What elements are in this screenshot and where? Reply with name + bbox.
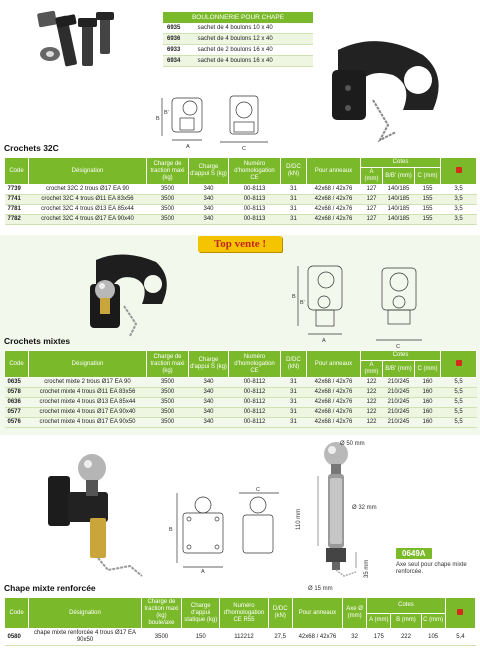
crochets-32c-table	[4, 157, 476, 225]
col-header-appui: Charge d'appui statique (kg)	[182, 598, 220, 629]
col-header-a: A (mm)	[361, 361, 383, 378]
axle-badge-note: Axe seul pour chape mixte renforcée.	[396, 562, 467, 575]
col-header-traction: Charge de traction maxi (kg)	[147, 351, 189, 378]
table-row: 0636 crochet mixte 4 trous Ø13 EA 85x44 3500 340 00-8112 31 42x68 / 42x76 122 210/245 160 5,5	[5, 398, 477, 408]
table-row: 7781 crochet 32C 4 trous Ø13 EA 85x44 3500 340 00-8113 31 42x68 / 42x76 127 140/185 155 3,5	[5, 205, 477, 215]
table-row: 7782 crochet 32C 4 trous Ø17 EA 90x40 3500 340 00-8113 31 42x68 / 42x76 127 140/185 155 3,5	[5, 215, 477, 225]
table-row: 6935 sachet de 4 boulons 10 x 40	[163, 23, 313, 34]
col-header-cotes: Cotes	[361, 158, 441, 168]
col-header-homologation: Numéro d'homologation CE R55	[220, 598, 268, 629]
table-row: 7741 crochet 32C 4 trous Ø11 EA 83x56 3500 340 00-8113 31 42x68 / 42x76 127 140/185 155 3,5	[5, 195, 477, 205]
col-header-a: A (mm)	[361, 168, 383, 185]
col-header-cotes: Cotes	[361, 351, 441, 361]
col-header-code: Code	[5, 158, 29, 185]
table-row: 0580 chape mixte renforcée 4 trous Ø17 EA 90x50 3500 150 112212 27,5 42x68 / 42x76 32 175 222 105 5,4	[5, 629, 476, 646]
weight-icon	[456, 167, 462, 173]
col-header-b: B/B' (mm)	[383, 168, 415, 185]
table-row: 0577 crochet mixte 4 trous Ø17 EA 90x40 3500 340 00-8112 31 42x68 / 42x76 122 210/245 160 5,5	[5, 408, 477, 418]
dim-label-b2: B'	[164, 110, 169, 116]
col-header-weight	[441, 158, 477, 185]
col-header-a: A (mm)	[367, 613, 391, 629]
crochet-32c-diagram	[150, 88, 320, 153]
table-row: 6934 sachet de 4 boulons 16 x 40	[163, 56, 313, 67]
section-title-crochets-mixtes: Crochets mixtes	[4, 336, 71, 346]
dim-d50: Ø 50 mm	[340, 441, 365, 447]
col-header-c: C (mm)	[421, 613, 445, 629]
dim-label-a: A	[201, 569, 205, 573]
col-header-appui: Charge d'appui S (kg)	[189, 158, 229, 185]
bolts-photo	[30, 10, 125, 72]
col-header-c: C (mm)	[415, 168, 441, 185]
dim-label-c: C	[396, 344, 400, 350]
col-header-code: Code	[5, 598, 29, 629]
weight-icon	[456, 360, 462, 366]
dim-label-c: C	[242, 146, 246, 152]
col-header-cotes: Cotes	[367, 598, 446, 614]
axle-diagram	[300, 440, 390, 590]
col-header-designation: Désignation	[29, 598, 142, 629]
table-row: 0578 crochet mixte 4 trous Ø11 EA 83x56 3500 340 00-8112 31 42x68 / 42x76 122 210/245 160 5,5	[5, 388, 477, 398]
chape-mixte-photo	[38, 448, 148, 584]
crochet-mixte-diagram	[288, 258, 448, 350]
dim-label-c: C	[256, 487, 260, 493]
col-header-b: B/B' (mm)	[383, 361, 415, 378]
crochets-mixtes-table	[4, 350, 476, 428]
dim-label-b: B	[292, 294, 296, 300]
dim-d15: Ø 15 mm	[308, 586, 333, 592]
col-header-designation: Désignation	[29, 158, 147, 185]
dim-l35: 35 mm	[364, 559, 370, 578]
col-header-traction: Charge de traction maxi (kg) boule/axe	[141, 598, 181, 629]
axle-badge: 0649A	[396, 548, 432, 559]
dim-label-b: B	[156, 116, 160, 122]
dim-label-b2: B'	[300, 300, 305, 306]
section-title-chape-mixte: Chape mixte renforcée	[4, 583, 96, 593]
boulonnerie-table	[163, 12, 313, 67]
table-row: 6933 sachet de 2 boulons 16 x 40	[163, 45, 313, 56]
table-row: 0635 crochet mixte 2 trous Ø17 EA 90 3500 340 00-8112 31 42x68 / 42x76 122 210/245 160 5,5	[5, 378, 477, 388]
col-header-code: Code	[5, 351, 29, 378]
crochet-mixte-photo	[78, 250, 178, 342]
dim-label-a: A	[186, 144, 190, 150]
col-header-anneaux: Pour anneaux	[307, 351, 361, 378]
col-header-ddc: D/DC (kN)	[268, 598, 292, 629]
dim-label-a: A	[322, 338, 326, 344]
chape-mixte-diagram	[165, 485, 295, 573]
col-header-ddc: D/DC (kN)	[281, 351, 307, 378]
section-title-crochets-32c: Crochets 32C	[4, 143, 59, 153]
col-header-c: C (mm)	[415, 361, 441, 378]
col-header-weight	[441, 351, 477, 378]
col-header-designation: Désignation	[29, 351, 147, 378]
col-header-weight	[445, 598, 475, 629]
col-header-axe: Axe Ø (mm)	[343, 598, 367, 629]
col-header-homologation: Numéro d'homologation CE	[229, 351, 281, 378]
dim-l110: 110 mm	[296, 508, 302, 530]
col-header-b: B (mm)	[391, 613, 421, 629]
crochet-32c-photo	[318, 30, 458, 150]
col-header-appui: Charge d'appui S (kg)	[189, 351, 229, 378]
table-row: 6936 sachet de 4 boulons 12 x 40	[163, 34, 313, 45]
chape-mixte-table	[4, 597, 476, 646]
dim-label-b: B	[169, 527, 173, 533]
col-header-traction: Charge de traction maxi (kg)	[147, 158, 189, 185]
col-header-anneaux: Pour anneaux	[307, 158, 361, 185]
boulonnerie-title: BOULONNERIE POUR CHAPE	[163, 12, 313, 23]
table-row: 7739 crochet 32C 2 trous Ø17 EA 90 3500 340 00-8113 31 42x68 / 42x76 127 140/185 155 3,5	[5, 185, 477, 195]
table-row: 0576 crochet mixte 4 trous Ø17 EA 90x50 3500 340 00-8112 31 42x68 / 42x76 122 210/245 160 5,5	[5, 418, 477, 428]
top-vente-banner: Top vente !	[198, 236, 282, 252]
weight-icon	[457, 609, 463, 615]
col-header-homologation: Numéro d'homologation CE	[229, 158, 281, 185]
col-header-ddc: D/DC (kN)	[281, 158, 307, 185]
dim-d32: Ø 32 mm	[352, 505, 377, 511]
col-header-anneaux: Pour anneaux	[292, 598, 342, 629]
